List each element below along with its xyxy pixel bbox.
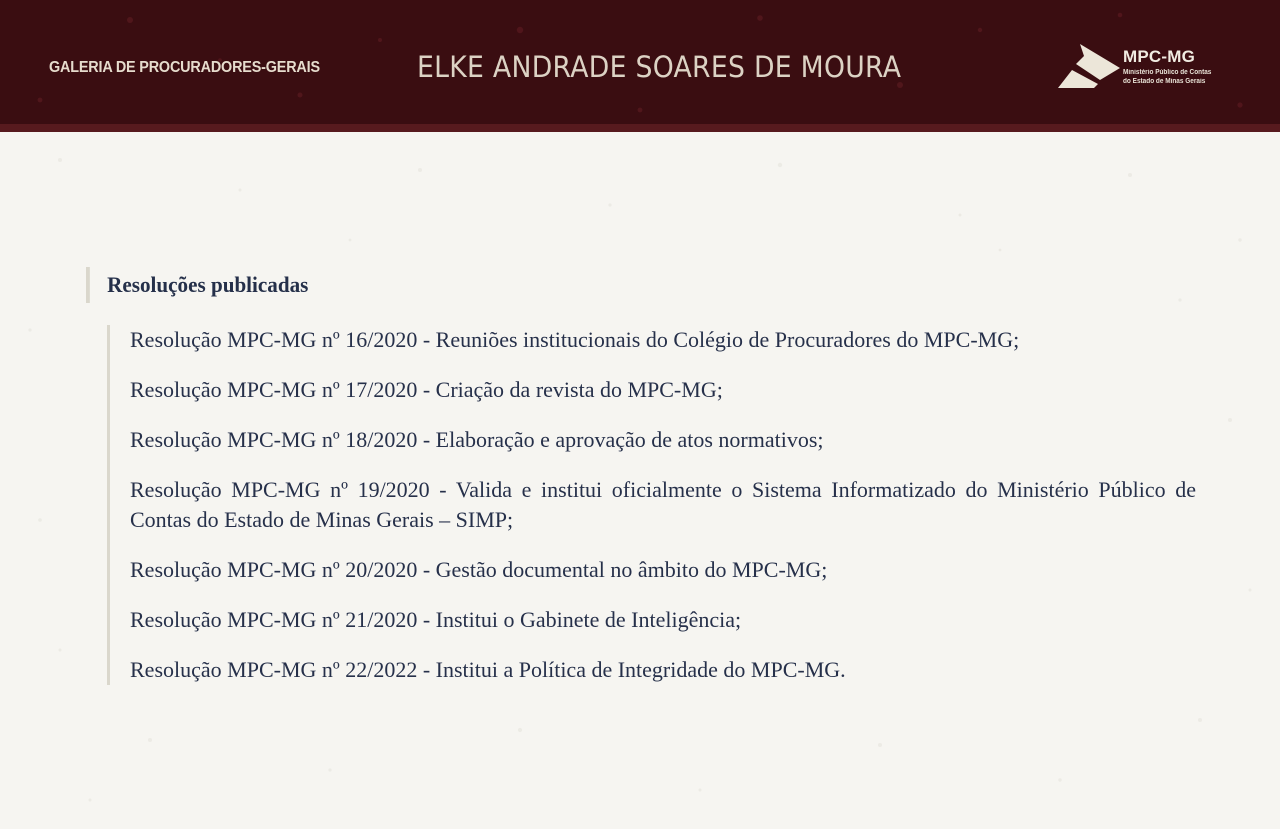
list-item: Resolução MPC-MG nº 21/2020 - Institui o Gabinete de Inteligência; <box>130 607 742 632</box>
gallery-link[interactable]: GALERIA DE PROCURADORES-GERAIS <box>49 59 320 76</box>
list-item: Resolução MPC-MG nº 20/2020 - Gestão documental no âmbito do MPC-MG; <box>130 557 828 582</box>
mpc-mg-logo[interactable] <box>1058 42 1218 90</box>
list-item: Resolução MPC-MG nº 16/2020 - Reuniões institucionais do Colégio de Procuradores do MPC-MG; <box>130 327 1020 352</box>
list-item: Resolução MPC-MG nº 19/2020 - Valida e institui oficialmente o Sistema Informatizado do Ministério Público de Contas do Estado de Minas Gerais – SIMP; <box>130 477 1196 532</box>
page-title: ELKE ANDRADE SOARES DE MOURA <box>417 50 902 84</box>
resolutions-list <box>107 325 1196 685</box>
logo-mark-icon <box>1058 42 1120 88</box>
header-bottom-strip <box>0 124 1280 132</box>
site-header <box>0 0 1280 124</box>
list-item: Resolução MPC-MG nº 17/2020 - Criação da revista do MPC-MG; <box>130 377 723 402</box>
list-item: Resolução MPC-MG nº 22/2022 - Institui a Política de Integridade do MPC-MG. <box>130 657 846 682</box>
section-title: Resoluções publicadas <box>86 267 1152 303</box>
list-item: Resolução MPC-MG nº 18/2020 - Elaboração e aprovação de atos normativos; <box>130 427 824 452</box>
logo-subtitle-line1: Ministério Público de Contas <box>1123 69 1212 76</box>
resolutions-section <box>86 267 1196 685</box>
logo-title: MPC-MG <box>1123 47 1196 66</box>
logo-subtitle-line2: do Estado de Minas Gerais <box>1123 78 1206 85</box>
